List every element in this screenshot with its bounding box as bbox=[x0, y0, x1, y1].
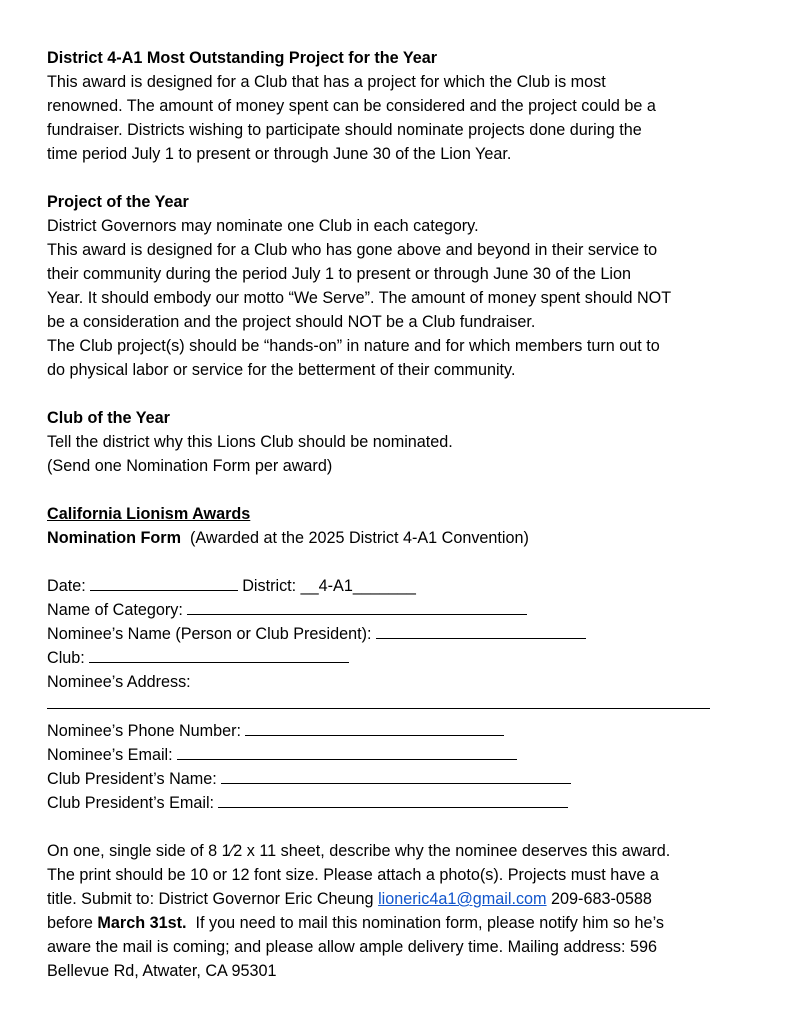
district-label: District: bbox=[242, 577, 297, 595]
paragraph-line: their community during the period July 1 to present or through June 30 of the Lion bbox=[47, 265, 631, 283]
phone-field[interactable] bbox=[245, 719, 504, 736]
email-label: Nominee’s Email: bbox=[47, 746, 173, 764]
paragraph-line: Tell the district why this Lions Club should be nominated. bbox=[47, 433, 453, 451]
paragraph-line: fundraiser. Districts wishing to participate should nominate projects done during the bbox=[47, 121, 642, 139]
nominee-name-field[interactable] bbox=[376, 622, 586, 639]
email-row bbox=[47, 743, 757, 767]
paragraph-line: This award is designed for a Club who has gone above and beyond in their service to bbox=[47, 241, 658, 259]
form-subtitle-bold: Nomination Form bbox=[47, 529, 181, 547]
submit-to-text: title. Submit to: District Governor Eric Cheung bbox=[47, 890, 379, 908]
instructions-line: Bellevue Rd, Atwater, CA 95301 bbox=[47, 962, 277, 980]
paragraph-line: time period July 1 to present or through June 30 of the Lion Year. bbox=[47, 145, 512, 163]
paragraph-line: renowned. The amount of money spent can be considered and the project could be a bbox=[47, 97, 656, 115]
phone-number-text: 209-683-0588 bbox=[546, 890, 652, 908]
email-link[interactable]: lioneric4a1@gmail.com bbox=[378, 890, 547, 908]
section-heading-club-of-year: Club of the Year bbox=[47, 409, 170, 427]
phone-row bbox=[47, 719, 757, 743]
nominee-name-row bbox=[47, 622, 757, 646]
paragraph-line: do physical labor or service for the betterment of their community. bbox=[47, 361, 516, 379]
president-email-label: Club President’s Email: bbox=[47, 794, 215, 812]
phone-label: Nominee’s Phone Number: bbox=[47, 722, 242, 740]
paragraph-line: (Send one Nomination Form per award) bbox=[47, 457, 333, 475]
instructions-line bbox=[47, 911, 757, 935]
president-name-label: Club President’s Name: bbox=[47, 770, 217, 788]
paragraph-line: be a consideration and the project should NOT be a Club fundraiser. bbox=[47, 313, 536, 331]
instructions-line bbox=[47, 887, 757, 911]
paragraph-line: This award is designed for a Club that has a project for which the Club is most bbox=[47, 73, 606, 91]
category-row bbox=[47, 598, 757, 622]
form-subtitle bbox=[47, 526, 757, 550]
instructions-line: On one, single side of 8 1⁄2 x 11 sheet, describe why the nominee deserves this award. bbox=[47, 842, 671, 860]
club-label: Club: bbox=[47, 649, 85, 667]
instructions-line: aware the mail is coming; and please allow ample delivery time. Mailing address: 596 bbox=[47, 938, 658, 956]
address-label: Nominee’s Address: bbox=[47, 673, 191, 691]
nominee-name-label: Nominee’s Name (Person or Club President): bbox=[47, 625, 372, 643]
club-field[interactable] bbox=[89, 646, 349, 663]
category-label: Name of Category: bbox=[47, 601, 183, 619]
form-subtitle-note: (Awarded at the 2025 District 4-A1 Convention) bbox=[181, 529, 529, 547]
president-email-field[interactable] bbox=[218, 791, 568, 808]
section-heading-outstanding-project: District 4-A1 Most Outstanding Project for the Year bbox=[47, 49, 438, 67]
address-field[interactable] bbox=[47, 694, 710, 709]
club-row bbox=[47, 646, 757, 670]
email-field[interactable] bbox=[177, 743, 517, 760]
president-name-row bbox=[47, 767, 757, 791]
president-email-row bbox=[47, 791, 757, 815]
mail-notice-text: If you need to mail this nomination form, please notify him so he’s bbox=[186, 914, 664, 932]
before-text: before bbox=[47, 914, 98, 932]
date-field[interactable] bbox=[90, 574, 238, 591]
deadline: March 31st. bbox=[97, 914, 187, 932]
paragraph-line: District Governors may nominate one Club in each category. bbox=[47, 217, 479, 235]
form-title: California Lionism Awards bbox=[47, 505, 251, 523]
section-heading-project-of-year: Project of the Year bbox=[47, 193, 189, 211]
date-district-row bbox=[47, 574, 757, 598]
district-field[interactable]: __4-A1_______ bbox=[300, 577, 416, 595]
document-page bbox=[47, 46, 757, 983]
instructions-line: The print should be 10 or 12 font size. Please attach a photo(s). Projects must have a bbox=[47, 866, 659, 884]
president-name-field[interactable] bbox=[221, 767, 571, 784]
paragraph-line: Year. It should embody our motto “We Serve”. The amount of money spent should NOT bbox=[47, 289, 672, 307]
date-label: Date: bbox=[47, 577, 86, 595]
paragraph-line: The Club project(s) should be “hands-on” in nature and for which members turn out to bbox=[47, 337, 660, 355]
category-field[interactable] bbox=[187, 598, 527, 615]
